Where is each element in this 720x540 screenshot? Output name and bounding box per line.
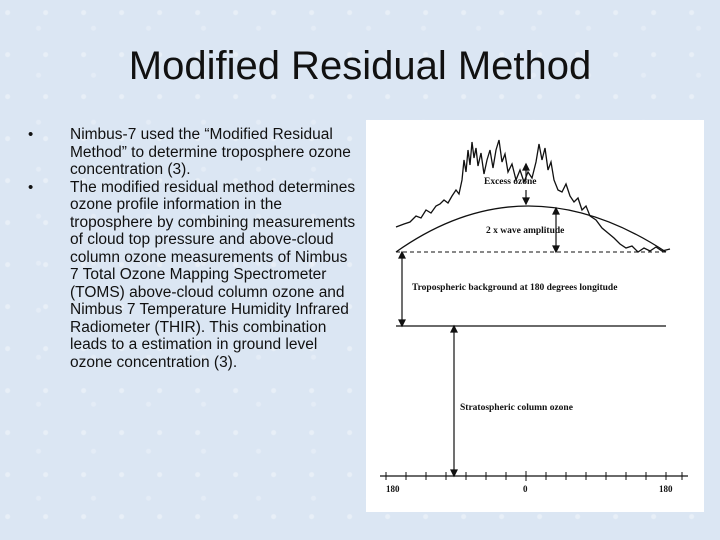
axis-tick-label: 0 bbox=[523, 484, 528, 494]
wave-amplitude-label: 2 x wave amplitude bbox=[486, 226, 565, 236]
bullet-text: The modified residual method determines ozone profile information in the troposphere by combining measurements of cloud top pressure and above-cloud column ozone measurements of Nimbus 7 Total Ozone Mapping Spectrometer (TOMS) above-cloud column ozone and Nimbus 7 Temperature Humidity Infrared Radiometer (THIR). This combination leads to a estimation in ground level ozone concentration (3). bbox=[70, 178, 356, 371]
tropospheric-background-label: Tropospheric background at 180 degrees longitude bbox=[412, 283, 618, 293]
bullet-text: Nimbus-7 used the “Modified Residual Method” to determine troposphere ozone concentration (3). bbox=[70, 126, 351, 178]
tropospheric-arrow bbox=[399, 252, 405, 326]
bullet-list bbox=[28, 126, 358, 371]
bullet-marker: • bbox=[28, 126, 34, 143]
bullet-marker: • bbox=[28, 178, 34, 196]
bullet-item bbox=[28, 126, 358, 179]
stratospheric-arrow bbox=[451, 326, 457, 476]
bullet-item bbox=[28, 179, 358, 372]
ozone-diagram bbox=[366, 120, 704, 512]
stratospheric-column-label: Stratospheric column ozone bbox=[460, 403, 573, 413]
axis-tick-label: 180 bbox=[386, 484, 400, 494]
axis-tick-label: 180 bbox=[659, 484, 673, 494]
excess-ozone-label: Excess ozone bbox=[484, 177, 537, 187]
slide-title: Modified Residual Method bbox=[128, 44, 592, 88]
